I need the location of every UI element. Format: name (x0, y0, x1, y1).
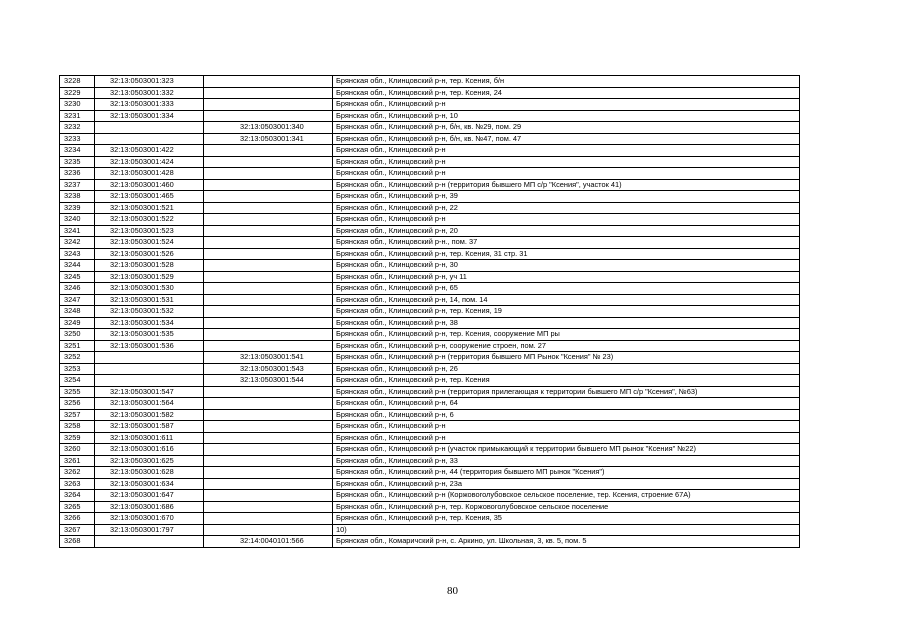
row-number-cell: 3258 (60, 421, 95, 433)
cadastral-number-cell (95, 363, 204, 375)
table-row (60, 202, 800, 214)
address-cell: 10) (333, 524, 800, 536)
related-cadastral-number-cell (204, 110, 333, 122)
related-cadastral-number-cell: 32:13:0503001:544 (204, 375, 333, 387)
table-row (60, 398, 800, 410)
row-number-cell: 3253 (60, 363, 95, 375)
address-cell: Брянская обл., Клинцовский р-н, уч 11 (333, 271, 800, 283)
address-cell: Брянская обл., Клинцовский р-н, б/н, кв. №47, пом. 47 (333, 133, 800, 145)
row-number-cell: 3247 (60, 294, 95, 306)
related-cadastral-number-cell (204, 386, 333, 398)
row-number-cell: 3259 (60, 432, 95, 444)
cadastral-number-cell: 32:13:0503001:587 (95, 421, 204, 433)
table-row (60, 409, 800, 421)
row-number-cell: 3262 (60, 467, 95, 479)
cadastral-number-cell: 32:13:0503001:564 (95, 398, 204, 410)
related-cadastral-number-cell (204, 421, 333, 433)
table-row (60, 99, 800, 111)
address-cell: Брянская обл., Комаричский р-н, с. Аркино, ул. Школьная, 3, кв. 5, пом. 5 (333, 536, 800, 548)
cadastral-number-cell: 32:13:0503001:530 (95, 283, 204, 295)
cadastral-number-cell: 32:13:0503001:526 (95, 248, 204, 260)
table-row (60, 455, 800, 467)
related-cadastral-number-cell (204, 271, 333, 283)
table-row (60, 317, 800, 329)
cadastral-number-cell: 32:13:0503001:460 (95, 179, 204, 191)
row-number-cell: 3261 (60, 455, 95, 467)
address-cell: Брянская обл., Клинцовский р-н, тер. Ксения, 24 (333, 87, 800, 99)
cadastral-number-cell: 32:13:0503001:534 (95, 317, 204, 329)
table-row (60, 283, 800, 295)
related-cadastral-number-cell (204, 398, 333, 410)
address-cell: Брянская обл., Клинцовский р-н, тер. Ксения, 35 (333, 513, 800, 525)
cadastral-number-cell: 32:13:0503001:531 (95, 294, 204, 306)
related-cadastral-number-cell (204, 260, 333, 272)
address-cell: Брянская обл., Клинцовский р-н, тер. Ксения, 31 стр. 31 (333, 248, 800, 260)
address-cell: Брянская обл., Клинцовский р-н, 23а (333, 478, 800, 490)
address-cell: Брянская обл., Клинцовский р-н (333, 432, 800, 444)
cadastral-number-cell: 32:13:0503001:616 (95, 444, 204, 456)
cadastral-number-cell (95, 133, 204, 145)
address-cell: Брянская обл., Клинцовский р-н, сооружение строен, пом. 27 (333, 340, 800, 352)
related-cadastral-number-cell (204, 501, 333, 513)
cadastral-number-cell: 32:13:0503001:523 (95, 225, 204, 237)
cadastral-number-cell: 32:13:0503001:647 (95, 490, 204, 502)
related-cadastral-number-cell (204, 524, 333, 536)
related-cadastral-number-cell (204, 340, 333, 352)
row-number-cell: 3230 (60, 99, 95, 111)
related-cadastral-number-cell (204, 467, 333, 479)
table-row (60, 352, 800, 364)
address-cell: Брянская обл., Клинцовский р-н, 44 (территория бывшего МП рынок "Ксения") (333, 467, 800, 479)
address-cell: Брянская обл., Клинцовский р-н (территория бывшего МП с/р "Ксения", участок 41) (333, 179, 800, 191)
cadastral-number-cell: 32:13:0503001:529 (95, 271, 204, 283)
related-cadastral-number-cell (204, 409, 333, 421)
address-cell: Брянская обл., Клинцовский р-н, 26 (333, 363, 800, 375)
address-cell: Брянская обл., Клинцовский р-н, б/н, кв. №29, пом. 29 (333, 122, 800, 134)
row-number-cell: 3250 (60, 329, 95, 341)
table-row (60, 110, 800, 122)
cadastral-number-cell: 32:13:0503001:323 (95, 76, 204, 88)
table-row (60, 386, 800, 398)
row-number-cell: 3240 (60, 214, 95, 226)
cadastral-number-cell: 32:13:0503001:333 (95, 99, 204, 111)
table-row (60, 248, 800, 260)
table-row (60, 513, 800, 525)
cadastral-number-cell: 32:13:0503001:582 (95, 409, 204, 421)
row-number-cell: 3248 (60, 306, 95, 318)
address-cell: Брянская обл., Клинцовский р-н, 39 (333, 191, 800, 203)
related-cadastral-number-cell (204, 455, 333, 467)
table-row (60, 168, 800, 180)
address-cell: Брянская обл., Клинцовский р-н (333, 156, 800, 168)
related-cadastral-number-cell (204, 329, 333, 341)
cadastral-number-cell: 32:13:0503001:686 (95, 501, 204, 513)
row-number-cell: 3266 (60, 513, 95, 525)
address-cell: Брянская обл., Клинцовский р-н (333, 99, 800, 111)
address-cell: Брянская обл., Клинцовский р-н (333, 214, 800, 226)
table-row (60, 294, 800, 306)
related-cadastral-number-cell (204, 168, 333, 180)
row-number-cell: 3263 (60, 478, 95, 490)
registry-table-body (60, 76, 800, 548)
cadastral-number-cell: 32:13:0503001:797 (95, 524, 204, 536)
row-number-cell: 3229 (60, 87, 95, 99)
related-cadastral-number-cell (204, 283, 333, 295)
related-cadastral-number-cell (204, 478, 333, 490)
row-number-cell: 3254 (60, 375, 95, 387)
cadastral-number-cell: 32:13:0503001:422 (95, 145, 204, 157)
table-row (60, 329, 800, 341)
row-number-cell: 3244 (60, 260, 95, 272)
cadastral-number-cell (95, 375, 204, 387)
related-cadastral-number-cell (204, 214, 333, 226)
table-row (60, 536, 800, 548)
table-row (60, 432, 800, 444)
related-cadastral-number-cell (204, 202, 333, 214)
table-row (60, 478, 800, 490)
row-number-cell: 3235 (60, 156, 95, 168)
address-cell: Брянская обл., Клинцовский р-н, тер. Коржовоголубовское сельское поселение (333, 501, 800, 513)
address-cell: Брянская обл., Клинцовский р-н, 22 (333, 202, 800, 214)
cadastral-number-cell: 32:13:0503001:535 (95, 329, 204, 341)
related-cadastral-number-cell (204, 317, 333, 329)
cadastral-number-cell: 32:13:0503001:628 (95, 467, 204, 479)
cadastral-number-cell: 32:13:0503001:465 (95, 191, 204, 203)
table-row (60, 191, 800, 203)
cadastral-number-cell: 32:13:0503001:528 (95, 260, 204, 272)
related-cadastral-number-cell (204, 191, 333, 203)
address-cell: Брянская обл., Клинцовский р-н, 33 (333, 455, 800, 467)
row-number-cell: 3252 (60, 352, 95, 364)
row-number-cell: 3249 (60, 317, 95, 329)
table-row (60, 237, 800, 249)
page-number: 80 (447, 585, 458, 597)
table-row (60, 179, 800, 191)
related-cadastral-number-cell: 32:13:0503001:341 (204, 133, 333, 145)
table-row (60, 501, 800, 513)
table-row (60, 225, 800, 237)
cadastral-number-cell: 32:13:0503001:334 (95, 110, 204, 122)
cadastral-number-cell (95, 352, 204, 364)
address-cell: Брянская обл., Клинцовский р-н, тер. Ксения, 19 (333, 306, 800, 318)
table-row (60, 156, 800, 168)
row-number-cell: 3234 (60, 145, 95, 157)
address-cell: Брянская обл., Клинцовский р-н (333, 421, 800, 433)
address-cell: Брянская обл., Клинцовский р-н, 14, пом. 14 (333, 294, 800, 306)
address-cell: Брянская обл., Клинцовский р-н, 6 (333, 409, 800, 421)
related-cadastral-number-cell (204, 145, 333, 157)
table-row (60, 363, 800, 375)
row-number-cell: 3255 (60, 386, 95, 398)
related-cadastral-number-cell (204, 179, 333, 191)
table-row (60, 133, 800, 145)
row-number-cell: 3232 (60, 122, 95, 134)
table-row (60, 375, 800, 387)
related-cadastral-number-cell: 32:13:0503001:541 (204, 352, 333, 364)
cadastral-number-cell: 32:13:0503001:625 (95, 455, 204, 467)
row-number-cell: 3265 (60, 501, 95, 513)
row-number-cell: 3242 (60, 237, 95, 249)
address-cell: Брянская обл., Клинцовский р-н (333, 145, 800, 157)
related-cadastral-number-cell (204, 306, 333, 318)
related-cadastral-number-cell (204, 76, 333, 88)
related-cadastral-number-cell (204, 99, 333, 111)
cadastral-number-cell: 32:13:0503001:634 (95, 478, 204, 490)
address-cell: Брянская обл., Клинцовский р-н (Коржовоголубовское сельское поселение, тер. Ксения, строение 67А) (333, 490, 800, 502)
address-cell: Брянская обл., Клинцовский р-н, тер. Ксения (333, 375, 800, 387)
cadastral-number-cell: 32:13:0503001:524 (95, 237, 204, 249)
related-cadastral-number-cell (204, 248, 333, 260)
row-number-cell: 3228 (60, 76, 95, 88)
address-cell: Брянская обл., Клинцовский р-н, тер. Ксения, б/н (333, 76, 800, 88)
table-row (60, 214, 800, 226)
row-number-cell: 3241 (60, 225, 95, 237)
address-cell: Брянская обл., Клинцовский р-н (территория бывшего МП Рынок "Ксения" № 23) (333, 352, 800, 364)
cadastral-number-cell: 32:13:0503001:522 (95, 214, 204, 226)
row-number-cell: 3267 (60, 524, 95, 536)
address-cell: Брянская обл., Клинцовский р-н, 20 (333, 225, 800, 237)
table-row (60, 260, 800, 272)
row-number-cell: 3237 (60, 179, 95, 191)
related-cadastral-number-cell (204, 432, 333, 444)
registry-table (59, 75, 800, 548)
address-cell: Брянская обл., Клинцовский р-н (участок примыкающий к территории бывшего МП рынок "Ксения" №22) (333, 444, 800, 456)
row-number-cell: 3236 (60, 168, 95, 180)
table-row (60, 87, 800, 99)
address-cell: Брянская обл., Клинцовский р-н (333, 168, 800, 180)
row-number-cell: 3238 (60, 191, 95, 203)
cadastral-number-cell: 32:13:0503001:428 (95, 168, 204, 180)
cadastral-number-cell: 32:13:0503001:536 (95, 340, 204, 352)
row-number-cell: 3243 (60, 248, 95, 260)
related-cadastral-number-cell (204, 513, 333, 525)
row-number-cell: 3233 (60, 133, 95, 145)
cadastral-number-cell: 32:13:0503001:521 (95, 202, 204, 214)
address-cell: Брянская обл., Клинцовский р-н., пом. 37 (333, 237, 800, 249)
related-cadastral-number-cell: 32:14:0040101:566 (204, 536, 333, 548)
related-cadastral-number-cell (204, 294, 333, 306)
table-row (60, 122, 800, 134)
cadastral-number-cell: 32:13:0503001:532 (95, 306, 204, 318)
table-row (60, 145, 800, 157)
table-row (60, 306, 800, 318)
cadastral-number-cell: 32:13:0503001:670 (95, 513, 204, 525)
row-number-cell: 3239 (60, 202, 95, 214)
table-row (60, 421, 800, 433)
cadastral-number-cell: 32:13:0503001:424 (95, 156, 204, 168)
table-row (60, 467, 800, 479)
related-cadastral-number-cell (204, 156, 333, 168)
related-cadastral-number-cell (204, 225, 333, 237)
address-cell: Брянская обл., Клинцовский р-н, 65 (333, 283, 800, 295)
address-cell: Брянская обл., Клинцовский р-н, 30 (333, 260, 800, 272)
address-cell: Брянская обл., Клинцовский р-н, 64 (333, 398, 800, 410)
cadastral-number-cell (95, 536, 204, 548)
row-number-cell: 3246 (60, 283, 95, 295)
table-row (60, 444, 800, 456)
related-cadastral-number-cell: 32:13:0503001:340 (204, 122, 333, 134)
related-cadastral-number-cell (204, 87, 333, 99)
row-number-cell: 3260 (60, 444, 95, 456)
row-number-cell: 3257 (60, 409, 95, 421)
row-number-cell: 3245 (60, 271, 95, 283)
address-cell: Брянская обл., Клинцовский р-н, тер. Ксения, сооружение МП ры (333, 329, 800, 341)
table-row (60, 271, 800, 283)
row-number-cell: 3256 (60, 398, 95, 410)
row-number-cell: 3251 (60, 340, 95, 352)
cadastral-number-cell: 32:13:0503001:611 (95, 432, 204, 444)
cadastral-number-cell (95, 122, 204, 134)
row-number-cell: 3268 (60, 536, 95, 548)
address-cell: Брянская обл., Клинцовский р-н (территория прилегающая к территории бывшего МП с/р "Ксения", №63) (333, 386, 800, 398)
address-cell: Брянская обл., Клинцовский р-н, 38 (333, 317, 800, 329)
cadastral-number-cell: 32:13:0503001:332 (95, 87, 204, 99)
row-number-cell: 3231 (60, 110, 95, 122)
related-cadastral-number-cell: 32:13:0503001:543 (204, 363, 333, 375)
related-cadastral-number-cell (204, 490, 333, 502)
cadastral-number-cell: 32:13:0503001:547 (95, 386, 204, 398)
related-cadastral-number-cell (204, 237, 333, 249)
table-row (60, 340, 800, 352)
related-cadastral-number-cell (204, 444, 333, 456)
row-number-cell: 3264 (60, 490, 95, 502)
address-cell: Брянская обл., Клинцовский р-н, 10 (333, 110, 800, 122)
table-row (60, 490, 800, 502)
table-row (60, 524, 800, 536)
table-row (60, 76, 800, 88)
